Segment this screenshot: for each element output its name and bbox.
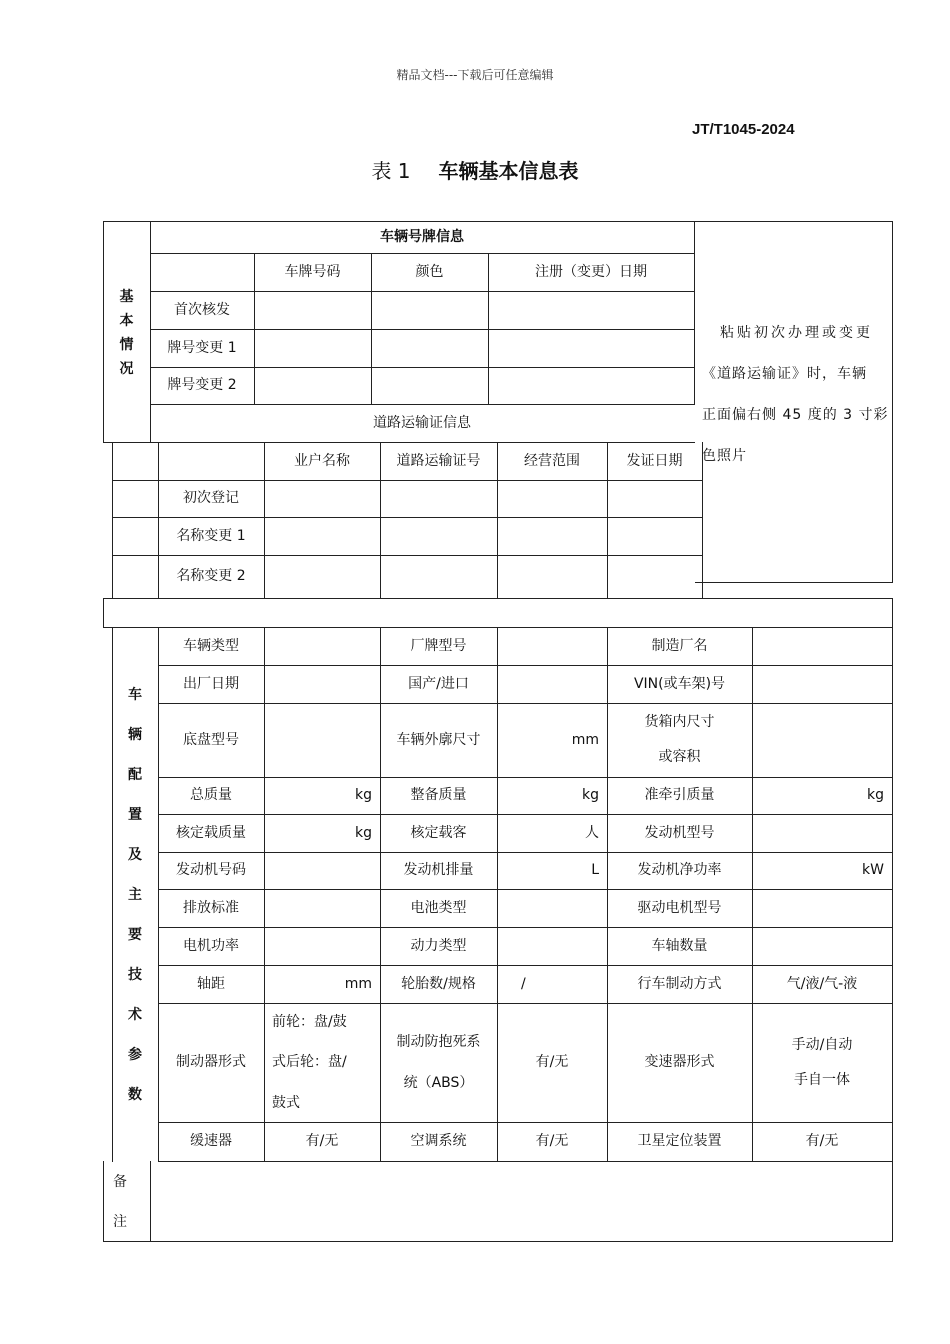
spec-value: 有/无 bbox=[535, 1133, 569, 1149]
spec-label: 制动防抱死系 统（ABS） bbox=[396, 1033, 481, 1091]
spec-label: 电机功率 bbox=[183, 937, 239, 954]
spec-label: 制造厂名 bbox=[651, 637, 708, 654]
spec-value: kW bbox=[862, 862, 884, 878]
rule-line bbox=[892, 627, 893, 1162]
side-label-basic: 基 本 情 况 bbox=[119, 288, 134, 377]
spec-value: 有/无 bbox=[805, 1133, 839, 1149]
spec-value bbox=[752, 703, 892, 777]
spec-label: 厂牌型号 bbox=[410, 637, 467, 654]
plate-column-header: 车牌号码 bbox=[284, 263, 341, 280]
license-column-header: 业户名称 bbox=[294, 452, 350, 469]
table-number: 表 1 bbox=[371, 159, 411, 183]
spec-label: 轮胎数/规格 bbox=[401, 975, 476, 992]
standard-number: JT/T1045-2024 bbox=[692, 121, 795, 138]
spec-label: 出厂日期 bbox=[183, 675, 239, 692]
spec-label: 准牵引质量 bbox=[644, 787, 715, 803]
rule-line bbox=[892, 598, 893, 628]
spec-label: 车辆外廓尺寸 bbox=[396, 731, 481, 748]
spec-label: 国产/进口 bbox=[408, 675, 469, 692]
spec-label: 发动机净功率 bbox=[637, 862, 722, 878]
spec-label: 发动机排量 bbox=[403, 862, 474, 878]
spec-label: 核定载客 bbox=[410, 824, 467, 841]
plate-row-label: 牌号变更 2 bbox=[167, 377, 237, 393]
spec-label: 驱动电机型号 bbox=[637, 899, 722, 916]
spec-value: kg bbox=[582, 787, 599, 803]
spec-value bbox=[264, 703, 380, 777]
spec-value bbox=[264, 889, 380, 927]
spec-value: / bbox=[521, 975, 526, 992]
spec-value bbox=[752, 665, 892, 703]
spec-value bbox=[264, 927, 380, 965]
spec-value bbox=[752, 889, 892, 927]
spec-value bbox=[264, 852, 380, 889]
side-label-config: 车 辆 配 置 及 主 要 技 术 参 数 bbox=[128, 687, 142, 1103]
spec-label: 车辆类型 bbox=[183, 637, 239, 654]
spec-label: 货箱内尺寸 或容积 bbox=[644, 714, 715, 765]
remarks-field[interactable] bbox=[151, 1162, 892, 1240]
spec-value: L bbox=[591, 862, 599, 878]
rule-line bbox=[694, 221, 695, 405]
spec-label: 排放标准 bbox=[183, 899, 239, 916]
remarks-label: 备 注 bbox=[113, 1174, 127, 1230]
spec-value bbox=[497, 927, 607, 965]
rule-line bbox=[892, 221, 893, 583]
rule-line bbox=[112, 442, 113, 599]
spec-label: 底盘型号 bbox=[183, 731, 239, 748]
spec-label: 发动机号码 bbox=[176, 862, 246, 878]
spec-value: 有/无 bbox=[535, 1054, 569, 1070]
spec-value: kg bbox=[355, 824, 372, 841]
license-column-header: 道路运输证号 bbox=[396, 452, 481, 469]
spec-value bbox=[752, 627, 892, 665]
plate-section-title: 车辆号牌信息 bbox=[380, 228, 464, 245]
rule-line bbox=[892, 1161, 893, 1242]
spec-value: 气/液/气-液 bbox=[786, 975, 858, 992]
license-row-label: 名称变更 2 bbox=[176, 568, 246, 584]
plate-column-header: 注册（变更）日期 bbox=[535, 263, 647, 280]
photo-placeholder: 粘贴初次办理或变更 《道路运输证》时，车辆 正面偏右侧 45 度的 3 寸彩 色照片 bbox=[702, 325, 889, 464]
header-note: 精品文档---下载后可任意编辑 bbox=[396, 68, 554, 82]
rule-line bbox=[103, 1241, 893, 1242]
spec-label: 轴距 bbox=[197, 975, 225, 992]
license-row-label: 名称变更 1 bbox=[176, 527, 246, 544]
spec-value bbox=[752, 927, 892, 965]
spec-label: 卫星定位装置 bbox=[637, 1133, 722, 1149]
license-column-header: 经营范围 bbox=[524, 452, 580, 469]
rule-line bbox=[695, 582, 893, 583]
license-row-label: 初次登记 bbox=[183, 490, 239, 506]
rule-line bbox=[103, 598, 893, 599]
spec-label: 空调系统 bbox=[410, 1133, 467, 1149]
spec-value: mm bbox=[344, 975, 372, 992]
plate-row-label: 牌号变更 1 bbox=[167, 339, 237, 356]
spec-label: 变速器形式 bbox=[644, 1054, 715, 1070]
spec-value bbox=[264, 665, 380, 703]
spec-label: 动力类型 bbox=[410, 937, 467, 954]
table-title: 车辆基本信息表 bbox=[438, 159, 579, 183]
spec-value: 有/无 bbox=[305, 1133, 339, 1149]
rule-line bbox=[103, 598, 104, 628]
spec-value bbox=[264, 627, 380, 665]
plate-column-header: 颜色 bbox=[415, 263, 444, 280]
spec-value: kg bbox=[867, 787, 884, 803]
spec-label: 车轴数量 bbox=[651, 937, 708, 954]
spec-label: 电池类型 bbox=[410, 899, 467, 916]
spec-value: mm bbox=[571, 731, 599, 748]
spec-value bbox=[752, 814, 892, 852]
spec-value: 前轮：盘/鼓 式后轮：盘/ 鼓式 bbox=[272, 1013, 347, 1111]
spec-label: 整备质量 bbox=[410, 787, 467, 803]
plate-row-label: 首次核发 bbox=[174, 301, 230, 318]
page-title bbox=[0, 155, 950, 184]
spec-label: 缓速器 bbox=[190, 1133, 232, 1149]
spec-value: kg bbox=[355, 787, 372, 803]
license-section-title: 道路运输证信息 bbox=[373, 414, 471, 431]
spec-label: 制动器形式 bbox=[176, 1054, 246, 1070]
spec-label: 发动机型号 bbox=[644, 824, 715, 841]
spec-label: 核定载质量 bbox=[176, 824, 246, 841]
spec-value: 人 bbox=[585, 824, 599, 841]
spec-value bbox=[497, 889, 607, 927]
spec-value bbox=[497, 665, 607, 703]
spec-label: VIN(或车架)号 bbox=[633, 675, 726, 692]
spec-label: 行车制动方式 bbox=[637, 975, 722, 992]
spec-label: 总质量 bbox=[190, 787, 232, 803]
spec-value: 手动/自动 手自一体 bbox=[791, 1036, 853, 1088]
license-column-header: 发证日期 bbox=[626, 452, 683, 469]
spec-value bbox=[497, 627, 607, 665]
